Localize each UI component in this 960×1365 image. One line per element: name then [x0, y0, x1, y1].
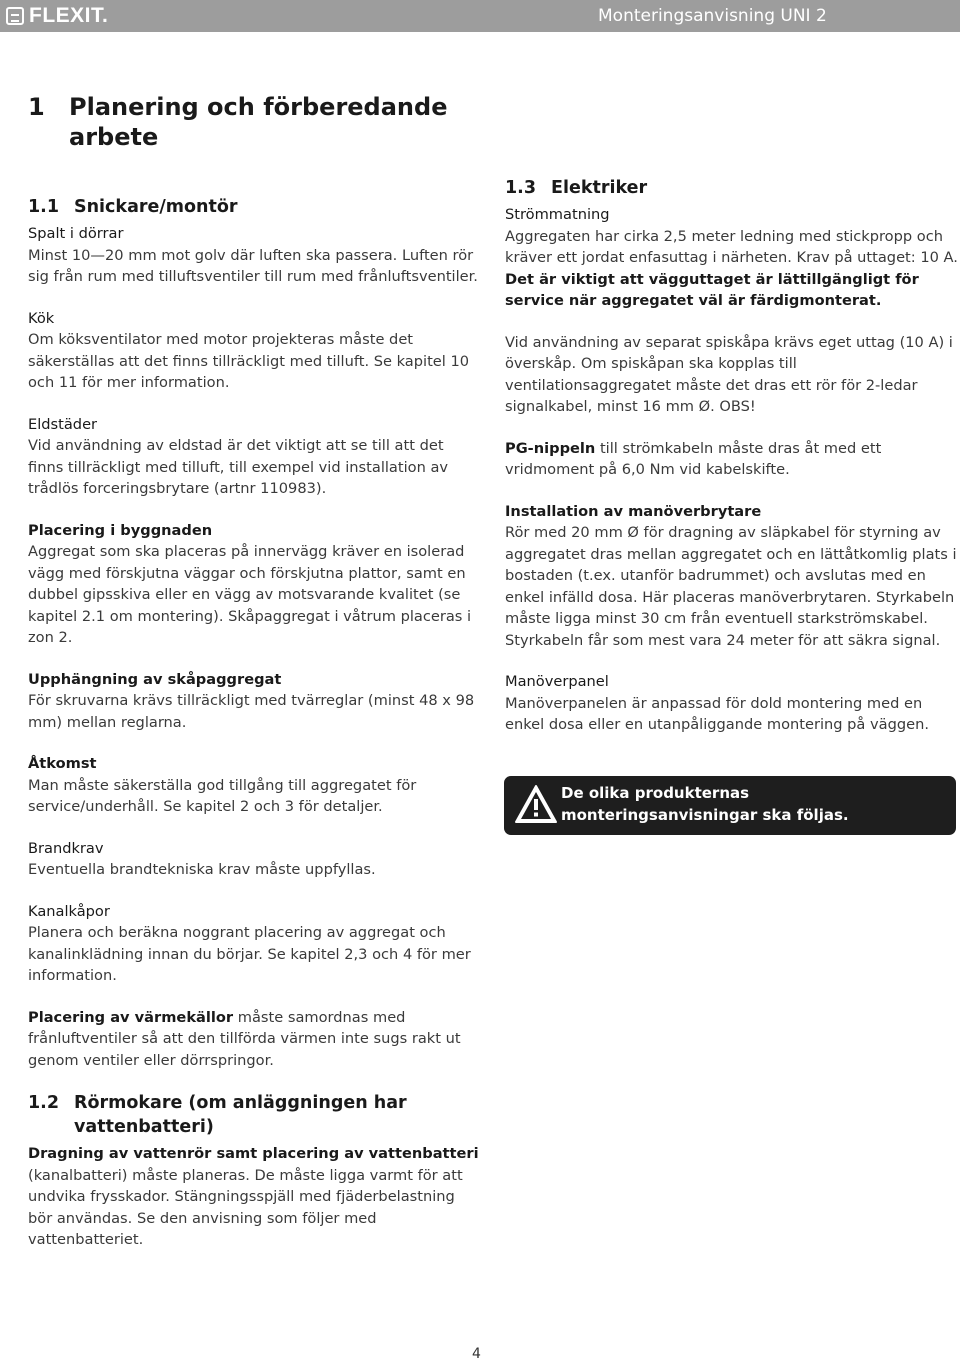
- paragraph: [28, 1007, 483, 1072]
- brand-name: FLEXIT.: [29, 4, 109, 27]
- paragraph-text: måste samordnas med frånluftventiler så att den tillförda värmen inte sugs rakt ut genom ventiler eller dörrspringor.: [28, 1008, 461, 1069]
- subheading: Spalt i dörrar: [28, 225, 124, 242]
- section-number: 1.2: [28, 1093, 60, 1113]
- kanalkapor-block: [28, 901, 483, 987]
- section-title: Rörmokare (om anläggningen har vattenbatteri): [74, 1093, 407, 1137]
- flexit-logo: [6, 4, 108, 28]
- subheading: Dragning av vattenrör samt placering av vattenbatteri: [28, 1145, 479, 1162]
- section-title: Elektriker: [551, 178, 648, 198]
- paragraph: [505, 438, 960, 481]
- spalt-block: [28, 223, 483, 288]
- strommatning-block: [505, 204, 960, 312]
- left-column: [28, 92, 483, 1271]
- lead-text: Placering av värmekällor: [28, 1008, 234, 1026]
- lead-text: PG-nippeln: [505, 439, 596, 457]
- paragraph: För skruvarna krävs tillräckligt med tvärreglar (minst 48 x 98 mm) mellan reglarna.: [28, 692, 475, 731]
- atkomst-block: [28, 753, 483, 818]
- paragraph-text: till strömkabeln måste dras åt med ett vridmoment på 6,0 Nm vid kabelskifte.: [505, 439, 882, 478]
- section-heading-1-2: [28, 1091, 483, 1139]
- installation-block: [505, 501, 960, 652]
- subheading: Manöverpanel: [505, 673, 609, 690]
- flexit-logo-icon: [6, 7, 24, 25]
- subheading: Brandkrav: [28, 839, 104, 857]
- paragraph: (kanalbatteri) måste planeras. De måste ligga varmt för att undvika frysskador. Stängningsspjäll med fjäderbelastning bör användas. Se den anvisning som följer med vattenbatteriet.: [28, 1166, 463, 1248]
- manoverpanel-block: [505, 671, 960, 736]
- subheading: Åtkomst: [28, 755, 97, 772]
- dragning-block: [28, 1143, 483, 1251]
- chapter-heading: [28, 92, 483, 152]
- section-heading-1-3: [505, 176, 960, 200]
- warning-box: [504, 776, 956, 835]
- section-heading-1-1: [28, 195, 483, 219]
- paragraph: Om köksventilator med motor projekteras måste det säkerställas att det finns tillräckligt med tilluft. Se kapitel 10 och 11 för mer information.: [28, 331, 470, 391]
- paragraph: Rör med 20 mm Ø för dragning av släpkabel för styrning av aggregatet dras mellan aggregatet och en lättåtkomlig plats i bostaden (t.ex. utanför badrummet) och avslutas med en enkel infälld dosa. Här placeras manöverbrytaren. Styrkabeln måste ligga minst 30 cm från eventuell starkströmskabel. Styrkabeln får som mest vara 24 meter för att säkra signal.: [505, 524, 957, 649]
- subheading: Upphängning av skåpaggregat: [28, 670, 282, 688]
- paragraph: Aggregat som ska placeras på innervägg kräver en isolerad vägg med förskjutna väggar och förskjutna plattor, samt en dubbel gipsskiva eller en vägg av motsvarande kvalitet (se kapitel 2.1 om montering). Skåpaggregat i våtrum placeras i zon 2.: [28, 543, 472, 646]
- page-number: 4: [472, 1346, 481, 1362]
- page-header: [0, 0, 960, 32]
- section-number: 1.3: [505, 178, 537, 198]
- spiskapa-block: [505, 332, 960, 418]
- paragraph: Minst 10—20 mm mot golv där luften ska passera. Luften rör sig från rum med tilluftsventiler till rum med frånluftsventiler.: [28, 246, 478, 285]
- subheading: Eldstäder: [28, 415, 98, 433]
- section-title: Snickare/montör: [74, 197, 238, 217]
- section-number: 1.1: [28, 197, 60, 217]
- subheading: Placering i byggnaden: [28, 521, 213, 539]
- document-title: Monteringsanvisning UNI 2: [598, 6, 827, 26]
- kok-block: [28, 308, 483, 394]
- subheading: Installation av manöverbrytare: [505, 502, 762, 520]
- paragraph: Planera och beräkna noggrant placering av aggregat och kanalinklädning innan du börjar. Se kapitel 2,3 och 4 för mer information.: [28, 924, 471, 984]
- paragraph: Vid användning av separat spiskåpa krävs eget uttag (10 A) i överskåp. Om spiskåpan ska kopplas till ventilationsaggregatet måste det dras ett rör för 2-ledar signalkabel, minst 16 mm Ø. OBS!: [505, 333, 953, 415]
- right-column: [505, 176, 960, 756]
- varmekallor-block: [28, 1007, 483, 1072]
- subheading: Kanalkåpor: [28, 902, 110, 920]
- paragraph: Man måste säkerställa god tillgång till aggregatet för service/underhåll. Se kapitel 2 och 3 för detaljer.: [28, 776, 417, 815]
- paragraph: Manöverpanelen är anpassad för dold montering med en enkel dosa eller en utanpåliggande montering på väggen.: [505, 694, 929, 733]
- placering-block: [28, 520, 483, 649]
- upphangning-block: [28, 669, 483, 734]
- chapter-title: Planering och förberedande arbete: [69, 93, 448, 151]
- subheading: Strömmatning: [505, 206, 610, 223]
- paragraph: Aggregaten har cirka 2,5 meter ledning med stickpropp och kräver ett jordat enfasuttag i närheten. Krav på uttaget: 10 A.: [505, 227, 958, 266]
- paragraph: Eventuella brandtekniska krav måste uppfyllas.: [28, 861, 376, 878]
- eldstader-block: [28, 414, 483, 500]
- pg-nippel-block: [505, 438, 960, 481]
- chapter-number: 1: [28, 93, 45, 121]
- warning-triangle-icon: [514, 784, 558, 824]
- paragraph: Vid användning av eldstad är det viktigt att se till att det finns tillräckligt med tilluft, till exempel vid installation av trådlös forceringsbrytare (artnr 110983).: [28, 437, 449, 497]
- bold-paragraph: Det är viktigt att vägguttaget är lättillgängligt för service när aggregatet väl är färdigmonterat.: [505, 270, 919, 309]
- brandkrav-block: [28, 838, 483, 881]
- subheading: Kök: [28, 309, 55, 327]
- warning-text: De olika produkternas monteringsanvisningar ska följas.: [561, 784, 849, 824]
